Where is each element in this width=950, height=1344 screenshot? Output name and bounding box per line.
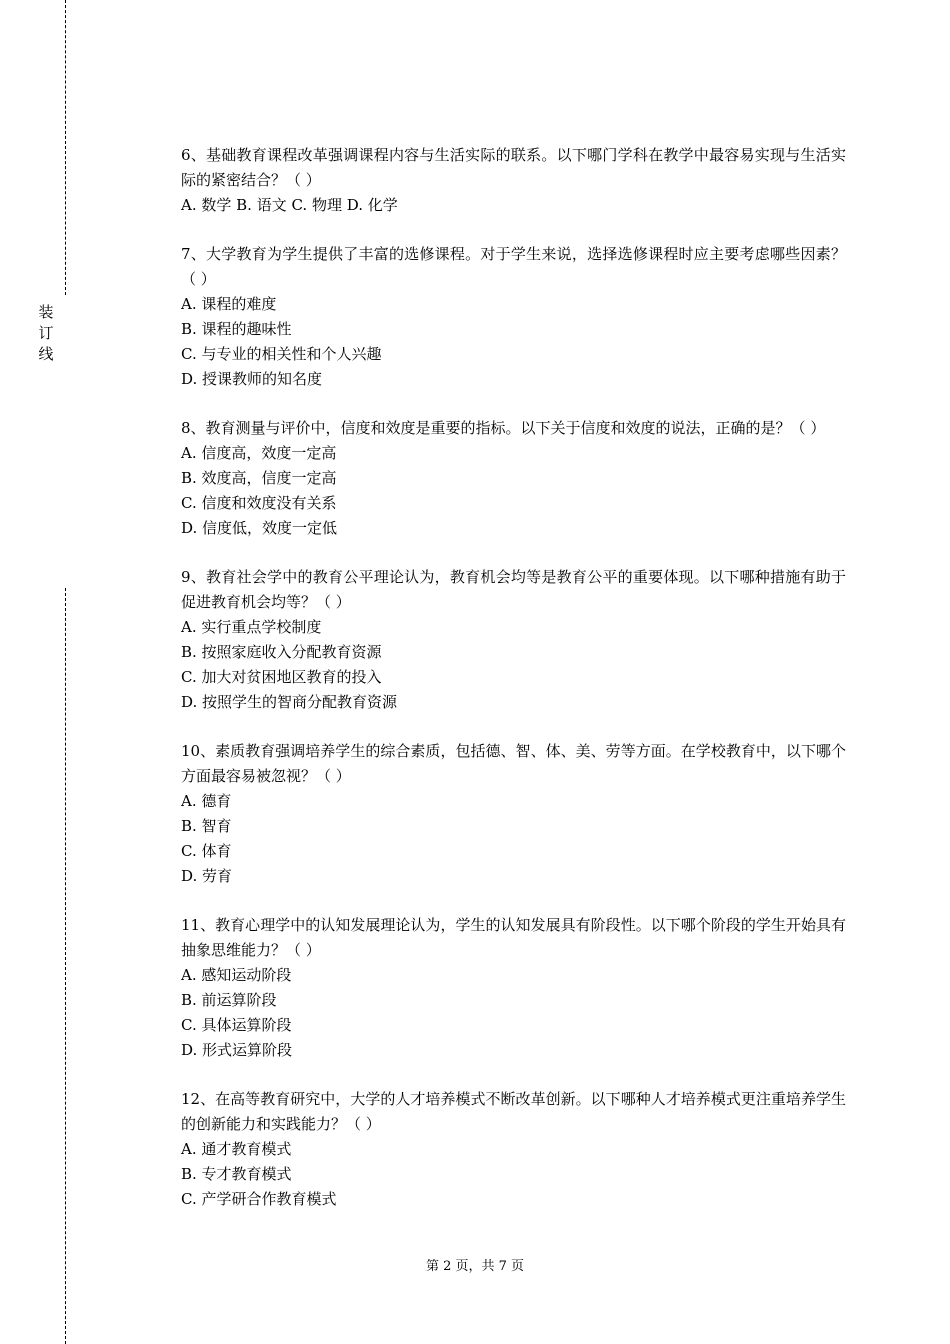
page-number-footer: 第 2 页，共 7 页 <box>425 1259 525 1274</box>
option-d: D. 劳育 <box>181 867 233 885</box>
option-b: B. 按照家庭收入分配教育资源 <box>181 643 382 661</box>
option-d: D. 信度低，效度一定低 <box>181 519 338 537</box>
option-d: D. 按照学生的智商分配教育资源 <box>181 693 398 711</box>
option-a: A. 感知运动阶段 <box>181 966 292 984</box>
option-a: A. 德育 <box>181 792 232 810</box>
question-10 <box>181 739 846 889</box>
question-12 <box>181 1087 846 1212</box>
question-options-inline: A. 数学 B. 语文 C. 物理 D. 化学 <box>181 196 398 214</box>
option-b: B. 效度高，信度一定高 <box>181 469 337 487</box>
option-b: B. 前运算阶段 <box>181 991 277 1009</box>
question-stem: 9、教育社会学中的教育公平理论认为，教育机会均等是教育公平的重要体现。以下哪种措施有助于促进教育机会均等？（ ） <box>181 568 846 611</box>
binding-label-char: 线 <box>38 345 54 363</box>
question-stem: 8、教育测量与评价中，信度和效度是重要的指标。以下关于信度和效度的说法，正确的是？（ ） <box>181 419 826 437</box>
option-a: A. 课程的难度 <box>181 295 277 313</box>
option-a: A. 信度高，效度一定高 <box>181 444 337 462</box>
option-c: C. 体育 <box>181 842 232 860</box>
binding-label <box>36 302 56 365</box>
option-c: C. 信度和效度没有关系 <box>181 494 337 512</box>
binding-line-top <box>65 0 66 295</box>
option-c: C. 与专业的相关性和个人兴趣 <box>181 345 382 363</box>
option-d: D. 授课教师的知名度 <box>181 370 323 388</box>
option-a: A. 实行重点学校制度 <box>181 618 322 636</box>
question-7 <box>181 242 846 392</box>
binding-line-bottom <box>65 588 66 1344</box>
option-a: A. 通才教育模式 <box>181 1140 292 1158</box>
option-c: C. 具体运算阶段 <box>181 1016 292 1034</box>
option-b: B. 专才教育模式 <box>181 1165 292 1183</box>
question-stem: 7、大学教育为学生提供了丰富的选修课程。对于学生来说，选择选修课程时应主要考虑哪些因素？（ ） <box>181 245 846 288</box>
option-b: B. 智育 <box>181 817 232 835</box>
option-c: C. 加大对贫困地区教育的投入 <box>181 668 382 686</box>
question-stem: 6、基础教育课程改革强调课程内容与生活实际的联系。以下哪门学科在教学中最容易实现与生活实际的紧密结合？（ ） <box>181 146 846 189</box>
question-stem: 12、在高等教育研究中，大学的人才培养模式不断改革创新。以下哪种人才培养模式更注重培养学生的创新能力和实践能力？（ ） <box>181 1090 846 1133</box>
question-stem: 11、教育心理学中的认知发展理论认为，学生的认知发展具有阶段性。以下哪个阶段的学生开始具有抽象思维能力？（ ） <box>181 916 846 959</box>
option-c: C. 产学研合作教育模式 <box>181 1190 337 1208</box>
question-6 <box>181 143 846 218</box>
binding-label-char: 装 <box>38 303 54 321</box>
option-b: B. 课程的趣味性 <box>181 320 292 338</box>
question-9 <box>181 565 846 715</box>
question-list <box>181 143 846 1212</box>
option-d: D. 形式运算阶段 <box>181 1041 293 1059</box>
question-stem: 10、素质教育强调培养学生的综合素质，包括德、智、体、美、劳等方面。在学校教育中，以下哪个方面最容易被忽视？（ ） <box>181 742 846 785</box>
question-11 <box>181 913 846 1063</box>
binding-label-char: 订 <box>38 324 54 342</box>
question-8 <box>181 416 846 541</box>
